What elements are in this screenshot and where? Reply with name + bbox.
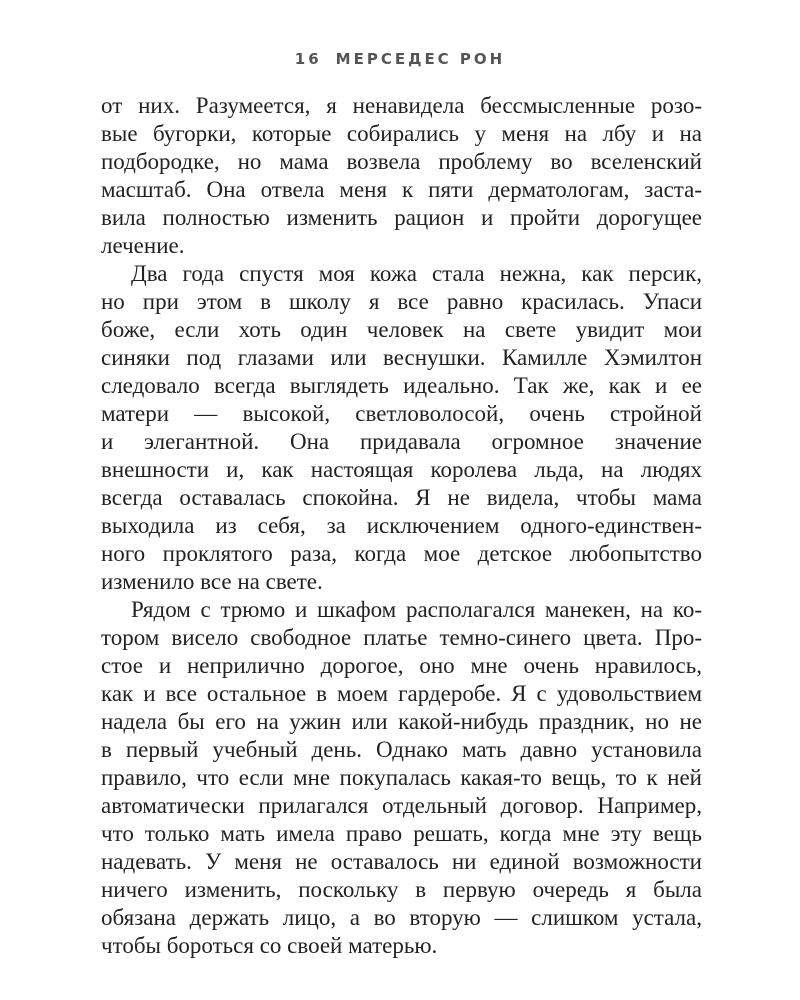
text-line: подбородке, но мама возвела проблему во вселенский	[101, 149, 702, 174]
text-line: ного проклятого раза, когда мое детское любопытство	[101, 541, 702, 566]
text-line: боже, если хоть один человек на свете увидит мои	[101, 317, 702, 342]
running-head	[0, 50, 800, 68]
body-text	[101, 92, 702, 960]
text-line: матери — высокой, светловолосой, очень стройной	[101, 401, 702, 426]
text-line: масштаб. Она отвела меня к пяти дерматологам, заста-	[101, 177, 702, 202]
text-line: правило, что если мне покупалась какая-то вещь, то к ней	[101, 765, 702, 790]
text-line: в первый учебный день. Однако мать давно установила	[101, 737, 702, 762]
text-line: обязана держать лицо, а во вторую — слишком устала,	[101, 905, 702, 930]
text-line: вые бугорки, которые собирались у меня на лбу и на	[101, 121, 702, 146]
text-line: надела бы его на ужин или какой-нибудь праздник, но не	[101, 709, 702, 734]
text-line: от них. Разумеется, я ненавидела бессмысленные розо-	[101, 93, 702, 118]
text-line: Рядом с трюмо и шкафом располагался манекен, на ко-	[131, 597, 702, 622]
text-line: но при этом в школу я все равно красилась. Упаси	[101, 289, 702, 314]
author-name: МЕРСЕДЕС РОН	[335, 50, 506, 68]
page-number: 16	[294, 50, 322, 68]
text-line: и элегантной. Она придавала огромное значение	[101, 429, 702, 454]
text-line: синяки под глазами или веснушки. Камилле Хэмилтон	[101, 345, 702, 370]
text-line: как и все остальное в моем гардеробе. Я с удовольствием	[101, 681, 702, 706]
text-line: следовало всегда выглядеть идеально. Так же, как и ее	[101, 373, 702, 398]
text-line: лечение.	[101, 233, 185, 258]
text-line: изменило все на свете.	[101, 569, 323, 594]
text-line: надевать. У меня не оставалось ни единой возможности	[101, 849, 702, 874]
text-line: автоматически прилагался отдельный договор. Например,	[101, 793, 702, 818]
text-line: внешности и, как настоящая королева льда, на людях	[101, 457, 702, 482]
text-line: вила полностью изменить рацион и пройти дорогущее	[101, 205, 702, 230]
text-line: стое и неприлично дорогое, оно мне очень нравилось,	[101, 653, 702, 678]
text-line: чтобы бороться со своей матерью.	[101, 933, 438, 958]
text-line: всегда оставалась спокойна. Я не видела, чтобы мама	[101, 485, 702, 510]
text-line: выходила из себя, за исключением одного-единствен-	[101, 513, 702, 538]
text-line: Два года спустя моя кожа стала нежна, как персик,	[131, 261, 702, 286]
text-line: ничего изменить, поскольку в первую очередь я была	[101, 877, 702, 902]
text-line: тором висело свободное платье темно-синего цвета. Про-	[101, 625, 702, 650]
text-line: что только мать имела право решать, когда мне эту вещь	[101, 821, 702, 846]
